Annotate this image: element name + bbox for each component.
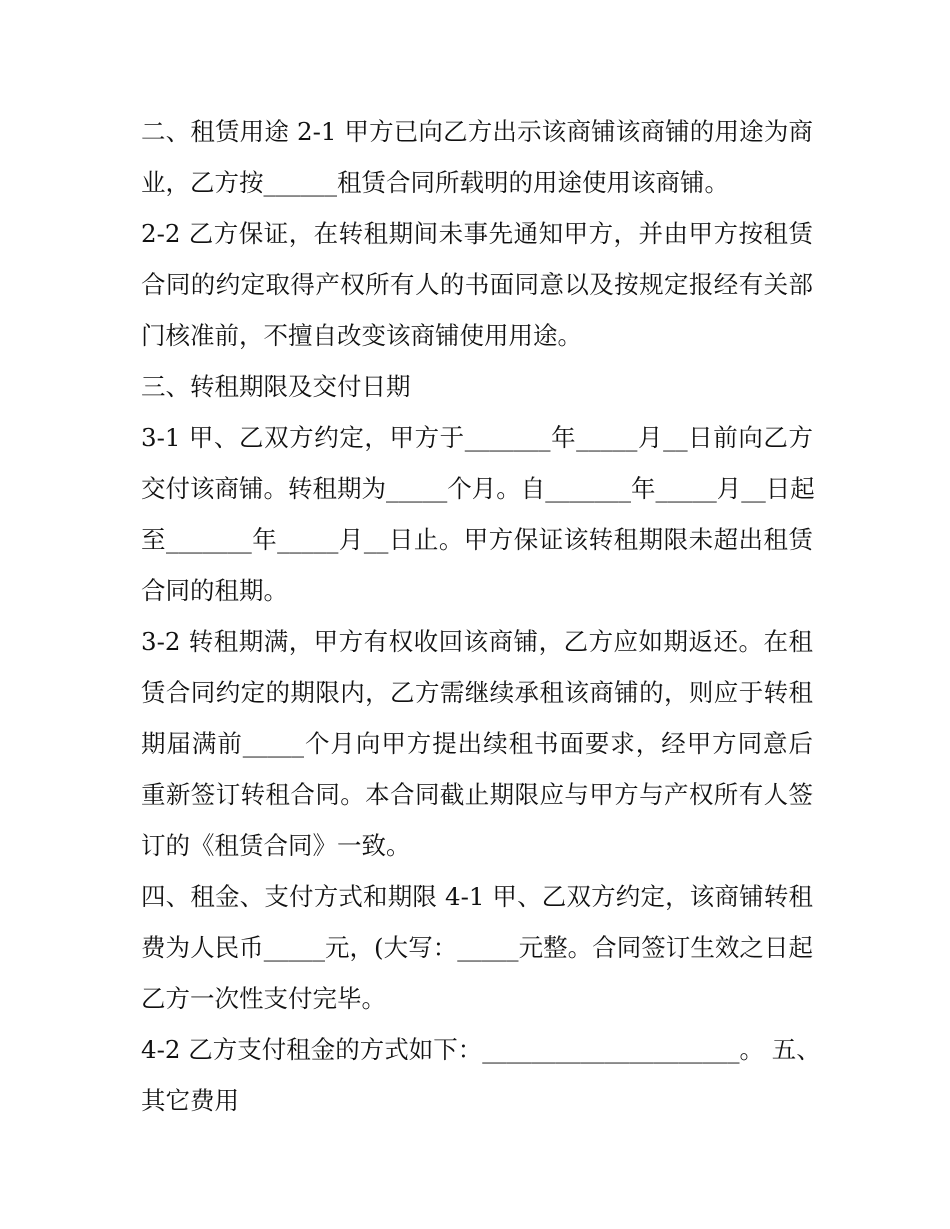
text-line-10: 合同的租期。 (141, 576, 288, 605)
text-line-14: 重新签订转租合同。本合同截止期限应与甲方与产权所有人签 (141, 780, 813, 809)
text-line-9: 至_______年_____月__日止。甲方保证该转租期限未超出租赁 (141, 525, 813, 554)
text-line-18: 乙方一次性支付完毕。 (141, 984, 386, 1013)
text-line-2: 业，乙方按______租赁合同所载明的用途使用该商铺。 (141, 168, 729, 197)
text-line-19: 4-2 乙方支付租金的方式如下：_____________________。 五、 (141, 1035, 821, 1064)
text-line-5: 门核准前，不擅自改变该商铺使用用途。 (141, 321, 582, 350)
text-line-3: 2-2 乙方保证，在转租期间未事先通知甲方，并由甲方按租赁 (141, 219, 813, 248)
section-heading-term: 三、转租期限及交付日期 (141, 372, 411, 401)
text-line-15: 订的《租赁合同》一致。 (141, 831, 411, 860)
text-line-13: 期届满前_____个月向甲方提出续租书面要求，经甲方同意后 (141, 729, 813, 758)
text-line-17: 费为人民币_____元，(大写：_____元整。合同签订生效之日起 (141, 933, 813, 962)
text-line-8: 交付该商铺。转租期为_____个月。自_______年_____月__日起 (141, 474, 815, 503)
text-line-16: 四、租金、支付方式和期限 4-1 甲、乙双方约定，该商铺转租 (141, 882, 813, 911)
text-line-12: 赁合同约定的期限内，乙方需继续承租该商铺的，则应于转租 (141, 678, 813, 707)
text-line-20: 其它费用 (141, 1086, 239, 1115)
text-line-11: 3-2 转租期满，甲方有权收回该商铺，乙方应如期返还。在租 (141, 627, 813, 656)
text-line-4: 合同的约定取得产权所有人的书面同意以及按规定报经有关部 (141, 270, 813, 299)
text-line-7: 3-1 甲、乙双方约定，甲方于_______年_____月__日前向乙方 (141, 423, 813, 452)
text-line-1: 二、租赁用途 2-1 甲方已向乙方出示该商铺该商铺的用途为商 (141, 117, 813, 146)
document-body (141, 106, 821, 1126)
